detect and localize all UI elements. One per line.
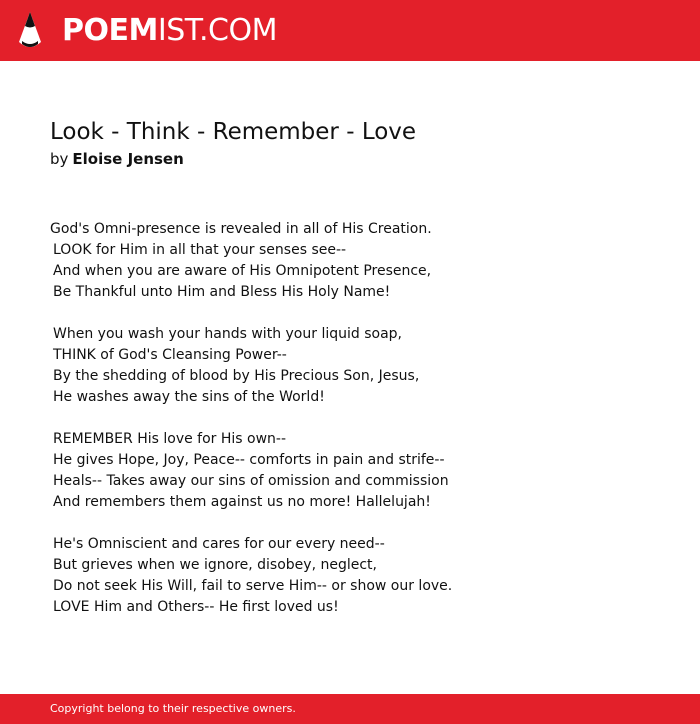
poem-line: And remembers them against us no more! Hallelujah! — [53, 494, 431, 510]
poem-body — [50, 219, 650, 639]
byline — [50, 149, 184, 169]
site-logo-text[interactable] — [62, 13, 277, 49]
stanza — [50, 534, 650, 618]
poem-line: REMEMBER His love for His own-- — [53, 431, 287, 447]
brand-light: IST.COM — [157, 13, 277, 48]
stanza — [50, 219, 650, 303]
poem-line: And when you are aware of His Omnipotent Presence, — [53, 263, 432, 279]
poem-line: LOOK for Him in all that your senses see-- — [53, 242, 347, 258]
poem-line: Be Thankful unto Him and Bless His Holy Name! — [53, 284, 391, 300]
poem-line: He's Omniscient and cares for our every need-- — [53, 536, 385, 552]
top-bar — [0, 0, 700, 61]
footer-bar — [0, 694, 700, 724]
poem-line: Heals-- Takes away our sins of omission and commission — [53, 473, 449, 489]
author-name: Eloise Jensen — [72, 150, 184, 168]
by-label: by — [50, 150, 69, 168]
poem-line: But grieves when we ignore, disobey, neglect, — [53, 557, 377, 573]
poem-line: Do not seek His Will, fail to serve Him-- or show our love. — [53, 578, 453, 594]
poem-line: God's Omni-presence is revealed in all of His Creation. — [50, 221, 432, 237]
poem-line: By the shedding of blood by His Precious Son, Jesus, — [53, 368, 420, 384]
poem-line: LOVE Him and Others-- He first loved us! — [53, 599, 339, 615]
poem-title: Look - Think - Remember - Love — [50, 119, 417, 145]
poem-line: When you wash your hands with your liquid soap, — [53, 326, 402, 342]
poem-line: He gives Hope, Joy, Peace-- comforts in pain and strife-- — [53, 452, 445, 468]
stanza — [50, 429, 650, 513]
copyright-notice: Copyright belong to their respective owners. — [50, 702, 296, 715]
poem-line: He washes away the sins of the World! — [53, 389, 325, 405]
poem-line: THINK of God's Cleansing Power-- — [53, 347, 287, 363]
brand-bold: POEM — [62, 13, 158, 48]
stanza — [50, 324, 650, 408]
pencil-tip-icon[interactable] — [16, 10, 44, 52]
